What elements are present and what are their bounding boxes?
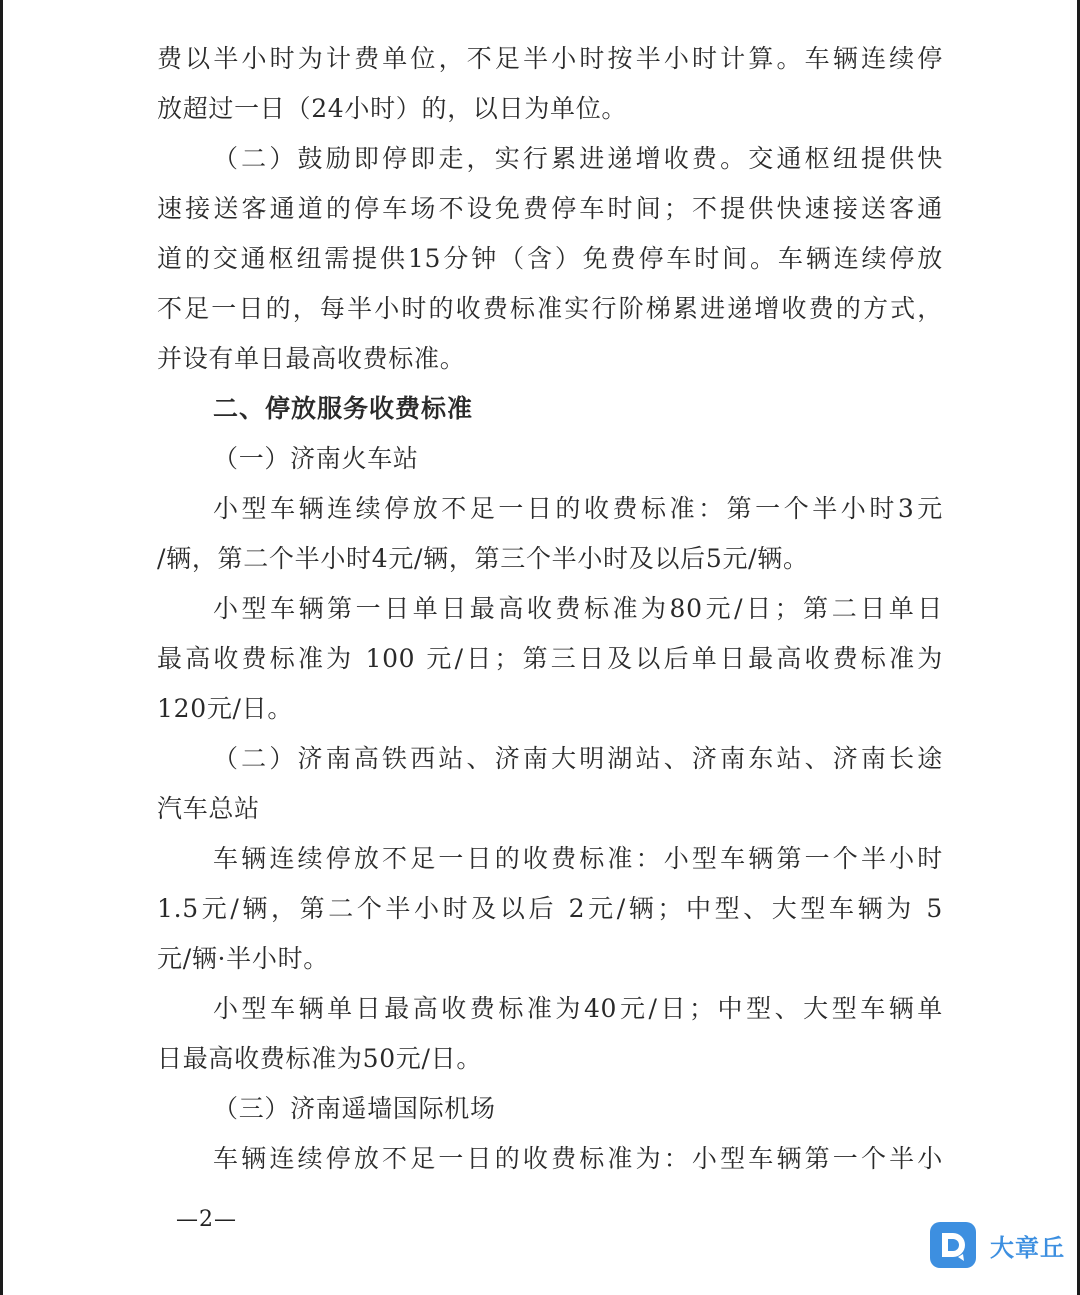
brand-logo-glyph [936, 1228, 970, 1262]
watermark [930, 1221, 1065, 1269]
text-line: （二）济南高铁西站、济南大明湖站、济南东站、济南长途 [213, 744, 943, 773]
text-line: 120元/日。 [157, 694, 294, 723]
text-line: 日最高收费标准为50元/日。 [157, 1044, 483, 1073]
text-line: 最高收费标准为 100 元/日；第三日及以后单日最高收费标准为 [157, 644, 943, 673]
text-line: 放超过一日（24小时）的，以日为单位。 [157, 94, 628, 123]
text-line: 道的交通枢纽需提供15分钟（含）免费停车时间。车辆连续停放 [157, 244, 943, 273]
text-line: 不足一日的，每半小时的收费标准实行阶梯累进递增收费的方式， [157, 294, 943, 323]
text-line: 元/辆·半小时。 [157, 944, 329, 973]
left-border [0, 0, 3, 1295]
text-line: 小型车辆连续停放不足一日的收费标准：第一个半小时3元 [213, 494, 943, 523]
text-line: 小型车辆单日最高收费标准为40元/日；中型、大型车辆单 [213, 994, 943, 1023]
text-line: 速接送客通道的停车场不设免费停车时间；不提供快速接送客通 [157, 194, 943, 223]
text-line: 1.5元/辆，第二个半小时及以后 2元/辆；中型、大型车辆为 5 [157, 894, 943, 923]
text-line: 车辆连续停放不足一日的收费标准：小型车辆第一个半小时 [213, 844, 943, 873]
section-heading: 二、停放服务收费标准 [213, 394, 474, 423]
document-body [157, 34, 943, 1184]
text-line: （三）济南遥墙国际机场 [213, 1094, 496, 1123]
text-line: 并设有单日最高收费标准。 [157, 344, 466, 373]
text-line: （一）济南火车站 [213, 444, 419, 473]
page-number: —2— [176, 1207, 237, 1232]
watermark-brand-text: 大章丘 [990, 1233, 1065, 1262]
text-line: /辆，第二个半小时4元/辆，第三个半小时及以后5元/辆。 [157, 544, 809, 573]
brand-logo-icon [930, 1222, 976, 1268]
text-line: 费以半小时为计费单位，不足半小时按半小时计算。车辆连续停 [157, 44, 943, 73]
text-line: （二）鼓励即停即走，实行累进递增收费。交通枢纽提供快 [213, 144, 943, 173]
text-line: 车辆连续停放不足一日的收费标准为：小型车辆第一个半小 [213, 1144, 943, 1173]
text-line: 小型车辆第一日单日最高收费标准为80元/日；第二日单日 [213, 594, 943, 623]
text-line: 汽车总站 [157, 794, 260, 823]
